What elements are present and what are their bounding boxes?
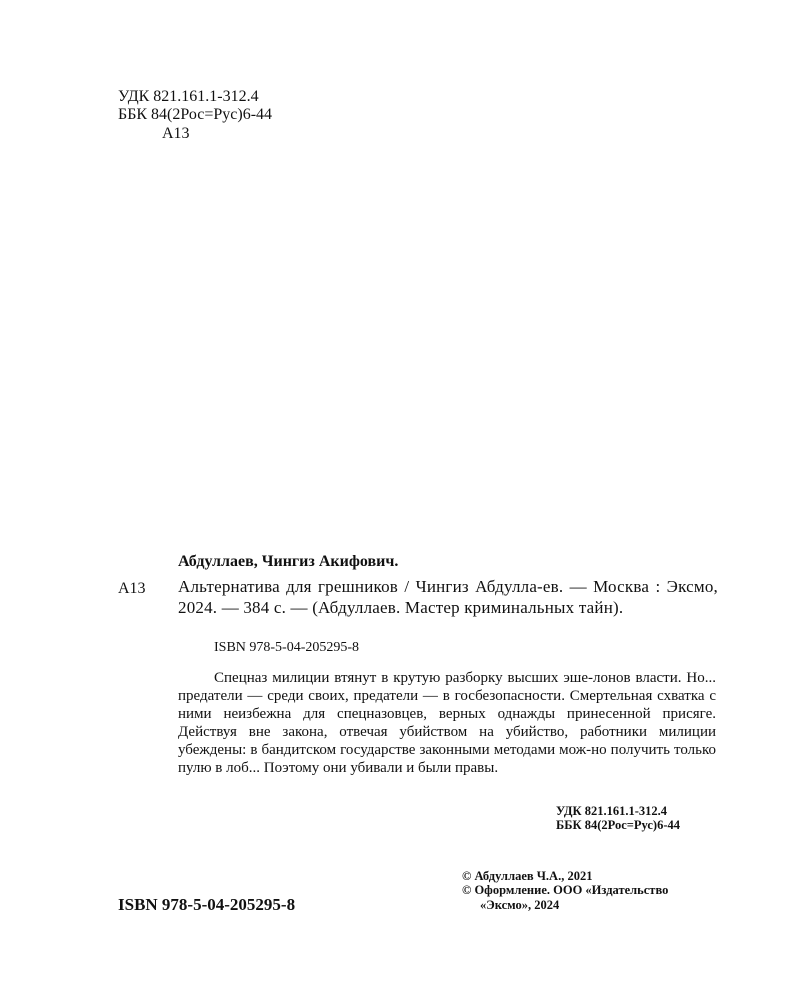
entry-margin-index: А13 <box>118 580 146 597</box>
copyright-author: © Абдуллаев Ч.А., 2021 <box>462 869 593 883</box>
entry-isbn: ISBN 978-5-04-205295-8 <box>214 640 360 655</box>
copyright-design: © Оформление. ООО «Издательство <box>462 883 669 898</box>
footer-udk-code: УДК 821.161.1-312.4 <box>556 804 667 818</box>
copyright-block <box>462 869 668 912</box>
copyright-design-continued: «Эксмо», 2024 <box>480 897 560 912</box>
footer-classification <box>556 804 680 833</box>
udk-code: УДК 821.161.1-312.4 <box>118 88 259 105</box>
book-isbn: ISBN 978-5-04-205295-8 <box>118 895 296 914</box>
annotation <box>178 669 716 777</box>
annotation-text: Спецназ милиции втянут в крутую разборку высших эше-лонов власти. Но... предатели — среди своих, предатели — в госбезопасности. Смертельная схватка с ними неизбежна для спецназовцев, верных однажды принесенной присяге. Действуя вне закона, отвечая убийством на убийство, работники милиции убеждены: в бандитском государстве законными методами мож-но получить только пулю в лоб... Поэтому они убивали и были правы. <box>178 670 716 776</box>
entry-author: Абдуллаев, Чингиз Акифович. <box>178 553 399 570</box>
bibliographic-description: Альтернатива для грешников / Чингиз Абдулла-ев. — Москва : Эксмо, 2024. — 384 с. — (Абдуллаев. Мастер криминальных тайн). <box>178 577 718 618</box>
footer-bbk-code: ББК 84(2Рос=Рус)6-44 <box>556 818 680 833</box>
top-classification <box>118 88 272 143</box>
author-index: А13 <box>162 124 190 142</box>
bbk-code: ББК 84(2Рос=Рус)6-44 <box>118 106 273 124</box>
